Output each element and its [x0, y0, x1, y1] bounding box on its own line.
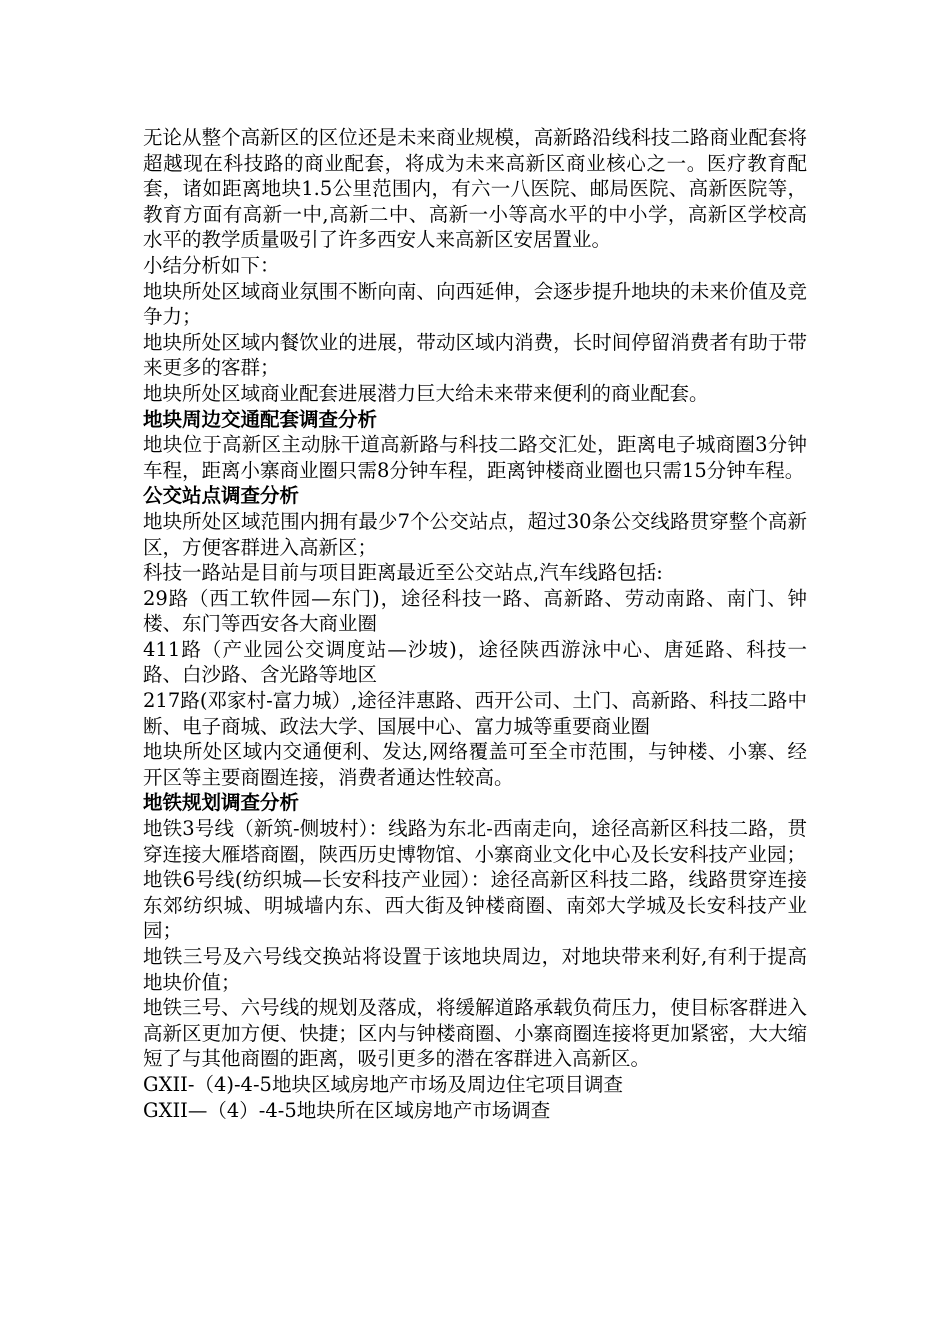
- para-summary-2: 地块所处区域内餐饮业的进展，带动区域内消费，长时间停留消费者有助于带来更多的客群；: [143, 330, 807, 380]
- para-section-title-1: GXII-（4)-4-5地块区域房地产市场及周边住宅项目调查: [143, 1072, 623, 1096]
- para-commercial-outlook: 无论从整个高新区的区位还是未来商业规模，高新路沿线科技二路商业配套将超越现在科技路的商业配套，将成为未来高新区商业核心之一。医疗教育配套，诸如距离地块1.5公里范围内，有六一八医院、邮局医院、高新医院等，教育方面有高新一中,高新二中、高新一小等高水平的中小学，高新区学校高水平的教学质量吸引了许多西安人来高新区安居置业。: [143, 126, 807, 252]
- para-summary-intro: 小结分析如下：: [143, 253, 280, 277]
- heading-metro: 地铁规划调查分析: [143, 791, 300, 815]
- heading-traffic: 地块周边交通配套调查分析: [143, 407, 378, 431]
- heading-bus: 公交站点调查分析: [143, 484, 300, 508]
- para-bus-summary: 地块所处区域内交通便利、发达,网络覆盖可至全市范围，与钟楼、小寨、经开区等主要商圈连接，消费者通达性较高。: [143, 740, 807, 789]
- para-bus-1: 地块所处区域范围内拥有最少7个公交站点，超过30条公交线路贯穿整个高新区，方便客群进入高新区；: [143, 509, 807, 559]
- para-bus-2: 科技一路站是目前与项目距离最近至公交站点,汽车线路包括:: [143, 561, 663, 585]
- para-bus-411: 411路（产业园公交调度站—沙坡)，途径陕西游泳中心、唐延路、科技一路、白沙路、含光路等地区: [143, 637, 807, 687]
- para-metro-3: 地铁3号线（新筑-侧坡村）：线路为东北-西南走向，途径高新区科技二路，贯穿连接大雁塔商圈，陕西历史博物馆、小寨商业文化中心及长安科技产业园；: [143, 817, 807, 866]
- para-metro-interchange: 地铁三号及六号线交换站将设置于该地块周边，对地块带来利好,有利于提高地块价值；: [143, 945, 807, 994]
- para-bus-29: 29路（西工软件园—东门)，途径科技一路、高新路、劳动南路、南门、钟楼、东门等西安各大商业圈: [143, 586, 807, 636]
- para-summary-1: 地块所处区域商业氛围不断向南、向西延伸，会逐步提升地块的未来价值及竞争力；: [143, 279, 807, 329]
- para-metro-summary: 地铁三号、六号线的规划及落成，将缓解道路承载负荷压力，使目标客群进入高新区更加方便、快捷；区内与钟楼商圈、小寨商圈连接将更加紧密，大大缩短了与其他商圈的距离，吸引更多的潜在客群进入高新区。: [143, 996, 807, 1071]
- para-traffic: 地块位于高新区主动脉干道高新路与科技二路交汇处，距离电子城商圈3分钟车程，距离小寨商业圈只需8分钟车程，距离钟楼商业圈也只需15分钟车程。: [143, 433, 807, 482]
- para-metro-6: 地铁6号线(纺织城—长安科技产业园）：途径高新区科技二路，线路贯穿连接东郊纺织城、明城墙内东、西大街及钟楼商圈、南郊大学城及长安科技产业园；: [143, 868, 807, 943]
- document-page: [143, 125, 807, 1123]
- para-summary-3: 地块所处区域商业配套进展潜力巨大给未来带来便利的商业配套。: [143, 381, 709, 405]
- para-section-title-2: GXII—（4）-4-5地块所在区域房地产市场调查: [143, 1098, 551, 1122]
- para-bus-217: 217路(邓家村-富力城）,途径沣惠路、西开公司、土门、高新路、科技二路中断、电子商城、政法大学、国展中心、富力城等重要商业圈: [143, 689, 807, 738]
